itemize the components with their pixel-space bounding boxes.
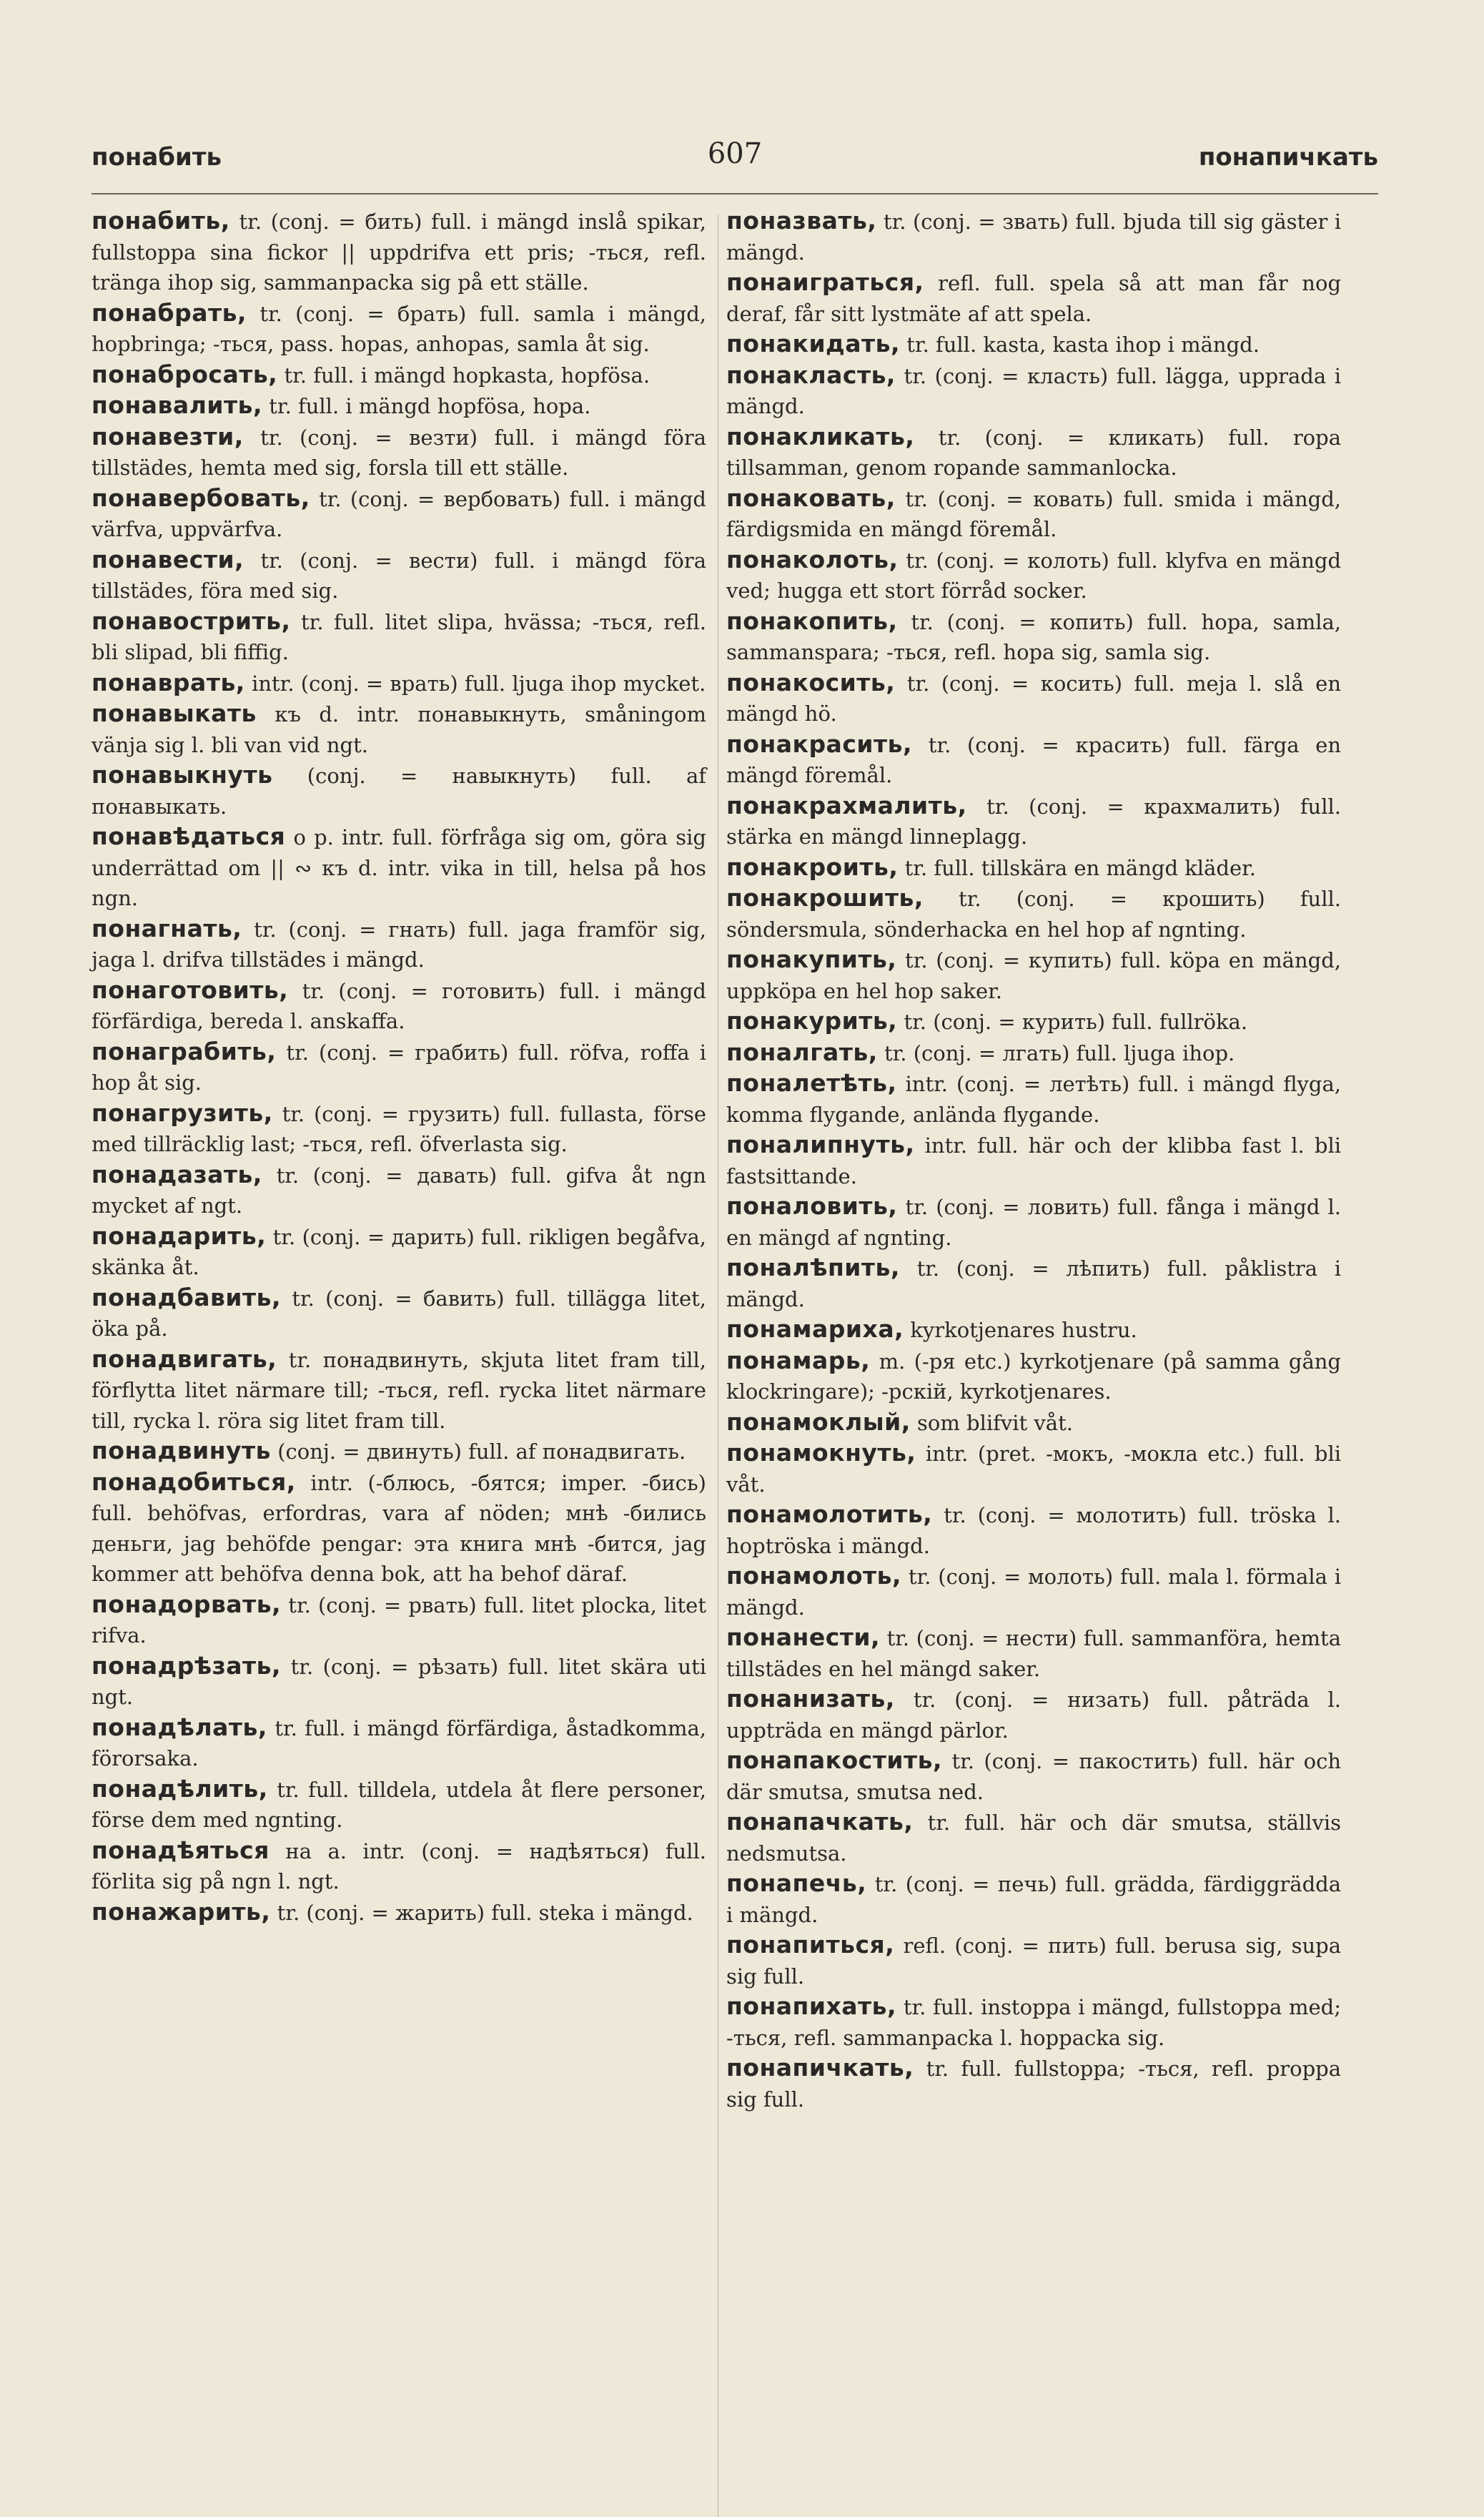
entry-headword: понакроить, [726,852,899,881]
dictionary-entry [91,1774,706,1836]
dictionary-entry [726,422,1341,483]
entry-definition: tr. (conj. = давать) full. gifva åt ngn mycket af ngt. [91,1163,706,1218]
entry-headword: понамокнуть, [726,1439,916,1467]
entry-headword: понабросать, [91,360,278,388]
entry-definition: intr. full. här och der klibba fast l. bli fastsittande. [726,1133,1341,1188]
dictionary-entry [726,2053,1341,2114]
entry-headword: понавѣдаться [91,822,286,850]
entry-definition: tr. (conj. = лѣпить) full. påklistra i mängd. [726,1256,1341,1311]
entry-definition: tr. full. kasta, kasta ihop i mängd. [906,333,1260,357]
entry-headword: поналгать, [726,1038,878,1066]
entry-headword: понамариха, [726,1315,904,1343]
entry-definition: refl. full. spela så att man får nog deraf, får sitt lystmäte af att spela. [726,271,1342,326]
entry-headword: понадѣлить, [91,1774,268,1803]
entry-definition: tr. (conj. = грабить) full. röfva, roffa i hop åt sig. [91,1040,707,1095]
entry-definition: tr. (conj. = пакостить) full. här och där smutsa, smutsa ned. [726,1749,1342,1804]
entry-headword: понакидать, [726,330,901,358]
dictionary-entry [91,483,706,545]
dictionary-entry [91,699,706,760]
dictionary-entry [726,1346,1341,1407]
right-column [726,206,1341,2114]
entry-headword: понаиграться, [726,268,924,296]
dictionary-entry [726,267,1341,329]
entry-headword: понанизать, [726,1685,895,1713]
entry-headword: понадбавить, [91,1283,282,1311]
dictionary-entry [726,945,1341,1006]
dictionary-entry [726,483,1341,545]
dictionary-entry [726,1868,1341,1930]
entry-headword: понаготовить, [91,975,289,1004]
dictionary-entry [726,1407,1341,1439]
dictionary-entry [726,206,1341,267]
dictionary-entry [726,1684,1341,1745]
dictionary-entry [91,1160,706,1221]
entry-definition: tr. (conj. = молоть) full. mala l. förmala i mängd. [726,1565,1342,1620]
dictionary-entry [726,1006,1341,1038]
entry-headword: понакосить, [726,668,896,696]
entry-definition: tr. (conj. = курить) full. fullröka. [904,1010,1248,1034]
entry-definition: refl. (conj. = пить) full. berusa sig, supa sig full. [726,1934,1342,1989]
entry-definition: tr. (conj. = нести) full. sammanföra, hemta tillstädes en hel mängd saker. [726,1626,1342,1681]
entry-definition: tr. full. tillskära en mängd kläder. [904,855,1256,880]
entry-headword: понапиться, [726,1931,895,1959]
entry-headword: понамолоть, [726,1562,902,1590]
entry-definition: tr. (conj. = вербовать) full. i mängd värfva, uppvärfva. [91,486,706,541]
dictionary-entry [726,1561,1341,1622]
entry-definition: tr. (conj. = грузить) full. fullasta, förse med tillräcklig last; -ться, refl. öfverlasta sig. [91,1101,707,1156]
dictionary-entry [91,1283,706,1344]
entry-definition: tr. full. tilldela, utdela åt flere personer, förse dem med ngnting. [91,1777,706,1832]
entry-definition: intr. (-блюсь, -бятся; imper. -бись) full. behöfvas, erfordras, vara af nöden; мнѣ -бились деньги, jag behöfde pengar: эта книга мнѣ -бится, jag kommer att behöfva denna bok, att ha behof däraf. [91,1470,706,1586]
page-header [91,137,1378,183]
dictionary-entry [726,1622,1341,1684]
dictionary-entry [726,1499,1341,1561]
entry-headword: понадѣяться [91,1836,269,1864]
entry-definition: tr. (conj. = красить) full. färga en mängd föremål. [726,732,1342,787]
dictionary-entry [91,1590,706,1651]
entry-definition: tr. (conj. = гнать) full. jaga framför sig, jaga l. drifva tillstädes i mängd. [91,917,706,972]
dictionary-entry [91,422,706,483]
entry-definition: на a. intr. (conj. = надѣяться) full. förlita sig på ngn l. ngt. [91,1838,706,1893]
entry-definition: (conj. = двинуть) full. af понадвигать. [277,1439,686,1464]
entry-definition: tr. (conj. = бавить) full. tillägga litet, öka på. [91,1286,706,1341]
entry-headword: понакурить, [726,1007,898,1035]
dictionary-entry [726,606,1341,668]
dictionary-entry [91,1221,706,1283]
entry-headword: понакрасить, [726,729,913,758]
entry-definition: tr. (conj. = класть) full. lägga, upprada i mängd. [726,363,1342,418]
entry-definition: tr. (conj. = ковать) full. smida i mängd, färdigsmida en mängd föremål. [726,486,1341,541]
header-left-guideword: понабить [91,143,222,172]
entry-definition: tr. (conj. = рвать) full. litet plocka, litet rifva. [91,1592,707,1647]
dictionary-entry [726,1191,1341,1253]
entry-headword: поналовить, [726,1192,898,1220]
left-column [91,206,706,1928]
entry-headword: понавалить, [91,391,263,419]
entry-headword: понакупить, [726,945,897,973]
dictionary-entry [726,360,1341,422]
entry-headword: понаграбить, [91,1037,277,1065]
entry-headword: понабить, [91,207,230,235]
entry-definition: kyrkotjenares hustru. [910,1318,1137,1342]
entry-headword: понадарить, [91,1221,267,1250]
entry-headword: понабрать, [91,298,247,327]
dictionary-entry [91,1467,706,1590]
dictionary-entry [726,729,1341,791]
entry-headword: понавыкать [91,699,257,727]
entry-definition: о p. intr. full. förfråga sig om, göra sig underrättad om || ∾ къ d. intr. vika in till, helsa på hos ngn. [91,825,706,910]
entry-definition: tr. (conj. = косить) full. meja l. slå en mängd hö. [726,671,1342,726]
dictionary-entry [91,606,706,668]
entry-headword: понавести, [91,545,244,573]
entry-definition: tr. full. i mängd hopkasta, hopfösa. [284,363,651,388]
dictionary-entry [726,1930,1341,1991]
dictionary-entry [726,1438,1341,1499]
dictionary-entry [91,1037,706,1098]
entry-headword: понакликать, [726,422,915,450]
dictionary-entry [726,1068,1341,1130]
entry-headword: понавострить, [91,606,291,635]
dictionary-entry [726,1745,1341,1807]
entry-definition: m. (-ря etc.) kyrkotjenare (på samma gång klockringare); -рскій, kyrkotjenares. [726,1349,1341,1404]
entry-definition: tr. full. här och där smutsa, ställvis nedsmutsa. [726,1811,1341,1866]
dictionary-entry [91,390,706,422]
entry-headword: понамоклый, [726,1407,911,1436]
dictionary-entry [91,1897,706,1929]
entry-headword: понадрѣзать, [91,1651,282,1680]
dictionary-entry [91,760,706,822]
entry-headword: понавыкнуть [91,761,273,789]
entry-headword: понапакостить, [726,1746,943,1774]
entry-headword: понаколоть, [726,545,899,573]
entry-headword: понадвигать, [91,1344,277,1373]
dictionary-entry [726,1130,1341,1191]
entry-definition: (conj. = навыкнуть) full. af понавыкать. [91,764,707,819]
entry-headword: понакопить, [726,606,898,635]
entry-headword: понавезти, [91,422,244,450]
entry-headword: понаковать, [726,483,896,512]
dictionary-entry [726,1038,1341,1069]
entry-headword: понапичкать, [726,2054,914,2082]
dictionary-entry [726,1314,1341,1346]
entry-headword: поналипнуть, [726,1131,915,1158]
entry-definition: tr. (conj. = жарить) full. steka i mängd. [277,1900,693,1925]
entry-headword: понадазать, [91,1160,262,1188]
page-number: 607 [707,137,763,170]
entry-headword: поналѣпить, [726,1253,900,1281]
dictionary-entry [91,668,706,699]
entry-definition: tr. (conj. = копить) full. hopa, samla, sammanspara; -ться, refl. hopa sig, samla sig. [726,609,1341,664]
entry-definition: tr. full. litet slipa, hvässa; -ться, refl. bli slipad, bli fiffig. [91,609,706,664]
dictionary-entry [726,852,1341,884]
entry-headword: понагрузить, [91,1098,273,1127]
header-right-guideword: понапичкать [1198,143,1378,172]
entry-headword: понапечь, [726,1869,867,1897]
entry-definition: som blifvit våt. [916,1410,1073,1435]
entry-headword: понакласть, [726,360,896,389]
dictionary-entry [726,329,1341,360]
dictionary-entry [726,883,1341,945]
dictionary-entry [91,1344,706,1437]
dictionary-entry [91,545,706,606]
dictionary-entry [726,1807,1341,1868]
entry-definition: tr. (conj. = вести) full. i mängd föra tillstädes, föra med sig. [91,548,707,603]
entry-definition: tr. (conj. = печь) full. grädda, färdiggrädda i mängd. [726,1872,1342,1927]
dictionary-entry [91,1098,706,1160]
entry-definition: tr. (conj. = низать) full. påträda l. uppträda en mängd pärlor. [726,1688,1342,1743]
entry-definition: tr. (conj. = готовить) full. i mängd förfärdiga, bereda l. anskaffa. [91,978,706,1033]
entry-definition: tr. (conj. = молотить) full. tröska l. hoptröska i mängd. [726,1503,1341,1558]
entry-definition: tr. (conj. = колоть) full. klyfva en mängd ved; hugga ett stort förråd socker. [726,548,1342,603]
entry-definition: intr. (conj. = летѣть) full. i mängd flyga, komma flygande, anlända flygande. [726,1072,1342,1127]
entry-headword: понадобиться, [91,1467,296,1496]
entry-definition: tr. (conj. = дарить) full. rikligen begåfva, skänka åt. [91,1224,707,1279]
entry-definition: intr. (conj. = врать) full. ljuga ihop mycket. [252,671,706,696]
dictionary-entry [91,1713,706,1774]
entry-headword: понавербовать, [91,483,310,512]
dictionary-entry [91,914,706,975]
entry-headword: понаврать, [91,668,245,696]
entry-definition: tr. (conj. = кликать) full. ropa tillsamman, genom ropande sammanlocka. [726,425,1341,480]
dictionary-entry [91,298,706,360]
dictionary-entry [726,545,1341,606]
dictionary-entry [91,975,706,1037]
entry-definition: tr. (conj. = везти) full. i mängd föra tillstädes, hemta med sig, forsla till ett ställe. [91,425,706,480]
entry-definition: tr. (conj. = ловить) full. fånga i mängd l. en mängd af ngnting. [726,1195,1342,1250]
entry-definition: tr. понадвинуть, skjuta litet fram till, förflytta litet närmare till; -ться, refl. rycka litet närmare till, rycka l. röra sig litet fram till. [91,1347,707,1433]
entry-headword: понадорвать, [91,1590,282,1618]
entry-definition: tr. (conj. = крошить) full. söndersmula, sönderhacka en hel hop af ngnting. [726,887,1341,942]
entry-headword: понамолотить, [726,1500,933,1528]
entry-headword: понапихать, [726,1992,897,2020]
dictionary-entry [91,822,706,914]
header-rule [91,193,1378,194]
dictionary-entry [91,1436,706,1467]
entry-headword: понадѣлать, [91,1713,267,1741]
dictionary-entry [726,1991,1341,2053]
entry-headword: понадвинуть [91,1437,272,1464]
entry-definition: tr. (conj. = крахмалить) full. stärka en mängd linneplagg. [726,794,1341,849]
entry-headword: понанести, [726,1623,881,1651]
entry-headword: понагнать, [91,914,242,942]
entry-definition: tr. full. i mängd hopfösa, hopa. [269,394,591,418]
entry-definition: intr. (pret. -мокъ, -мокла etc.) full. bli våt. [726,1442,1341,1497]
entry-definition: tr. full. fullstoppa; -ться, refl. proppa sig full. [726,2057,1342,2112]
entry-headword: поналетѣть, [726,1069,897,1097]
entry-headword: понакрахмалить, [726,791,967,819]
entry-headword: поназвать, [726,207,877,235]
entry-definition: tr. full. i mängd förfärdiga, åstadkomma, förorsaka. [91,1715,707,1770]
dictionary-entry [726,668,1341,729]
dictionary-entry [726,791,1341,852]
entry-definition: tr. (conj. = звать) full. bjuda till sig gäster i mängd. [726,210,1341,265]
entry-definition: къ d. intr. понавыкнуть, småningom vänja sig l. bli van vid ngt. [91,702,707,757]
entry-headword: понамарь, [726,1346,871,1374]
entry-definition: tr. full. instoppa i mängd, fullstoppa med; -ться, refl. sammanpacka l. hoppacka sig. [726,1995,1342,2050]
entry-definition: tr. (conj. = рѣзать) full. litet skära uti ngt. [91,1654,706,1709]
entry-headword: понапачкать, [726,1808,914,1836]
entry-headword: понакрошить, [726,884,924,912]
entry-headword: понажарить, [91,1897,271,1926]
dictionary-entry [91,1836,706,1897]
entry-definition: tr. (conj. = брать) full. samla i mängd, hopbringa; -ться, pass. hopas, anhopas, samla åt sig. [91,301,707,356]
dictionary-entry [91,360,706,391]
dictionary-entry [726,1253,1341,1314]
dictionary-entry [91,206,706,298]
dictionary-entry [91,1651,706,1713]
entry-definition: tr. (conj. = купить) full. köpa en mängd, uppköpa en hel hop saker. [726,948,1341,1003]
entry-definition: tr. (conj. = лгать) full. ljuga ihop. [884,1040,1235,1065]
entry-definition: tr. (conj. = бить) full. i mängd inslå spikar, fullstoppa sina fickor || uppdrifva ett pris; -ться, refl. tränga ihop sig, sammanpacka sig på ett ställe. [91,210,707,295]
